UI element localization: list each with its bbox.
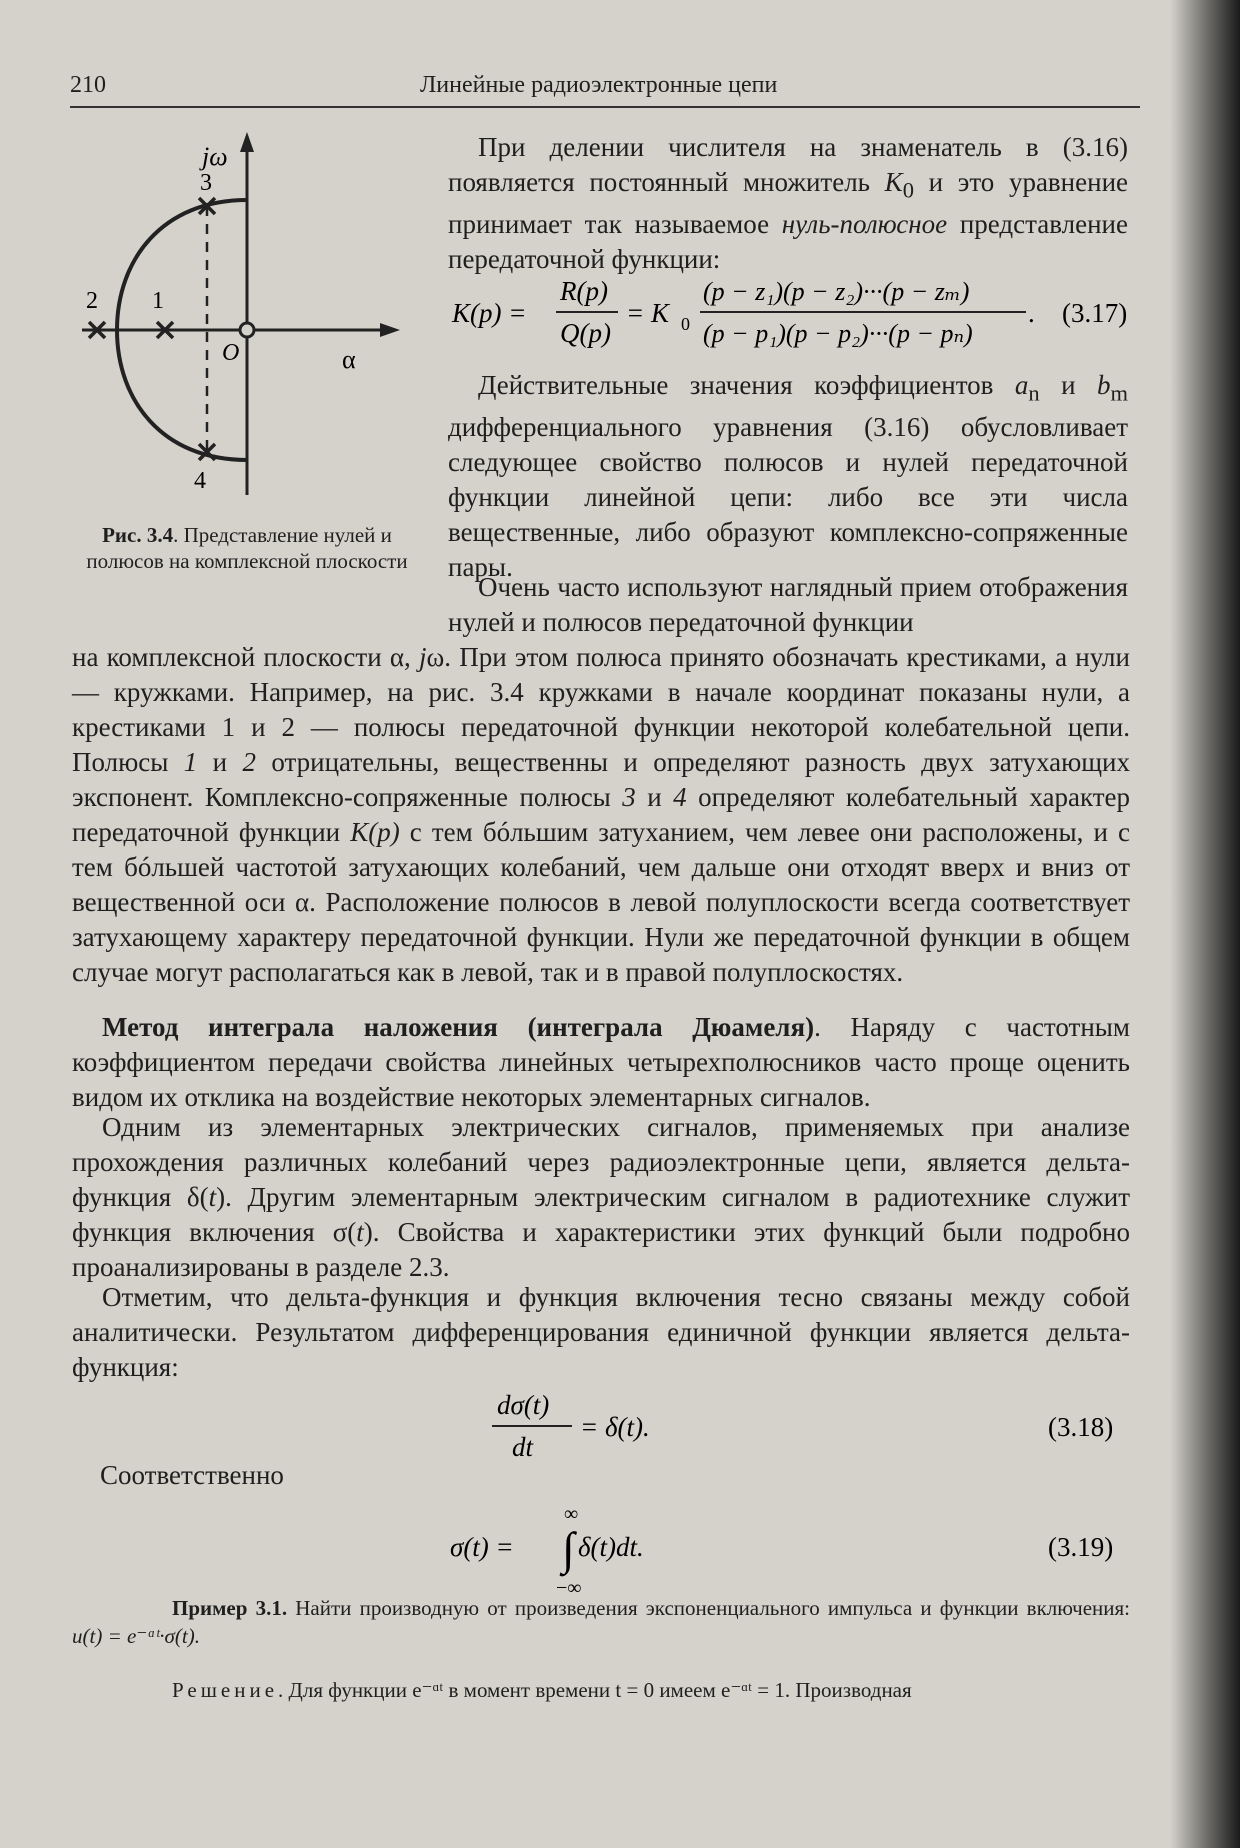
p5-text-c: ). Свойства и характеристики этих функций были подробно проанализированы в разделе 2.3. [72, 1217, 1131, 1282]
solution-label: Решение [172, 1678, 279, 1702]
equation-3-18 [72, 1384, 1132, 1464]
equation-3-18-svg [72, 1384, 1132, 1464]
zero-circle-icon [240, 323, 254, 337]
eq317-den1: Q(p) [560, 318, 611, 348]
example-text: Найти производную от произведения экспоненциального импульса и функции включения: [287, 1596, 1130, 1620]
pole-label-1: 1 [152, 288, 164, 314]
equation-3-17-svg [448, 276, 1138, 350]
eq317-tail: . [1028, 298, 1035, 328]
imag-axis-label: jω [202, 142, 228, 171]
paragraph-4 [72, 1010, 1130, 1115]
p3-text-b4: отрицательны, вещественны и определяют разность двух затухающих экспонент. Комплексно-сопряженные полюсы [72, 747, 1131, 812]
example-label: Пример 3.1. [172, 1596, 288, 1620]
paragraph-1 [448, 130, 1128, 277]
p3-text-b2: ω. При этом полюса принято обозначать крестиками, а нули — кружками. Например, на рис. 3.4 кружками в начале координат показаны нули, а крестиками 1 и 2 — полюсы передаточной функции некоторой колебательной цепи. Полюсы [72, 642, 1130, 777]
p5-text-a: Одним из элементарных электрических сигналов, применяемых при анализе прохождения различных колебаний через радиоэлектронные цепи, является дельта-функция δ( [72, 1112, 1130, 1212]
eq317-sub0: 0 [681, 314, 690, 334]
p2-text-b: и [1039, 370, 1097, 400]
p3-i2: 2 [242, 747, 256, 777]
solution-text [172, 1676, 1132, 1704]
p3-text-b6: определяют колебательный характер передаточной функции [72, 782, 1130, 847]
p4-heading: Метод интеграла наложения (интеграла Дюамеля) [102, 1012, 815, 1042]
real-axis-label: α [342, 345, 356, 374]
p2-text-c: дифференциального уравнения (3.16) обусловливает следующее свойство полюсов и нулей передаточной функции линейной цепи: либо все эти числа вещественные, либо образуют комплексно-сопряженные пары. [448, 412, 1128, 583]
page-edge-shadow [1170, 0, 1240, 1848]
p1-emph: нуль-полюсное [781, 209, 948, 240]
eq317-label: (3.17) [1062, 298, 1128, 328]
figure-caption [72, 522, 422, 574]
eq318-num: dσ(t) [497, 1390, 550, 1420]
p3-i4: 4 [673, 782, 687, 812]
eq319-upper: ∞ [564, 1503, 579, 1525]
p2-bm-sub: m [1110, 380, 1128, 406]
eq317-den2: (p − p₁)(p − p₂)···(p − pₙ) [703, 319, 973, 348]
pole-zero-diagram [72, 130, 422, 515]
eq317-num1: R(p) [560, 276, 608, 306]
origin-label: O [222, 340, 240, 366]
page-number: 210 [70, 72, 106, 98]
real-axis-arrow-icon [380, 323, 400, 337]
paragraph-5 [72, 1110, 1130, 1285]
equation-3-17 [448, 276, 1138, 350]
paragraph-3-continued [72, 640, 1130, 990]
p1-text-b: и это уравнение принимает так называемое [448, 167, 1128, 240]
eq317-num2: (p − z₁)(p − z₂)···(p − zₘ) [703, 277, 970, 306]
p2-an-sub: n [1028, 380, 1040, 406]
p3-jw: j [419, 642, 427, 672]
eq317-lhs: K(p) = [452, 298, 527, 328]
running-title: Линейные радиоэлектронные цепи [420, 72, 778, 98]
pole-label-3: 3 [200, 170, 212, 196]
correspondingly-text: Соответственно [100, 1460, 284, 1490]
p5-t1: t [208, 1182, 217, 1212]
pole-label-2: 2 [86, 288, 98, 314]
eq317-eq: = K [626, 298, 669, 328]
eq319-integral: ∫ [562, 1523, 575, 1574]
p4-text: . Наряду с частотным коэффициентом передачи свойства линейных четырехполюсников часто проще оценить видом их отклика на воздействие некоторых элементарных сигналов. [72, 1012, 1130, 1112]
eq319-lower: −∞ [556, 1577, 582, 1598]
pole-label-4: 4 [194, 468, 206, 494]
eq319-label: (3.19) [1048, 1532, 1114, 1562]
equation-3-19-svg [72, 1498, 1132, 1598]
eq319-integrand: δ(t)dt. [578, 1532, 644, 1562]
p3-i1: 1 [183, 747, 198, 777]
equation-3-19 [72, 1498, 1132, 1598]
p1-k0-sub: 0 [902, 177, 914, 203]
example-formula: u(t) = e⁻ᵅᵗ·σ(t). [72, 1624, 200, 1648]
p1-k0: K [884, 167, 903, 197]
p5-t2: t [356, 1217, 364, 1247]
eq318-den: dt [512, 1432, 534, 1462]
eq318-rhs: = δ(t). [580, 1412, 650, 1442]
figure-caption-text: . Представление нулей и полюсов на комплексной плоскости [86, 523, 408, 573]
solution-body: . Для функции e⁻ᵅᵗ в момент времени t = 0 имеем e⁻ᵅᵗ = 1. Производная [278, 1678, 912, 1702]
p2-text-a: Действительные значения коэффициентов [478, 370, 1015, 400]
p3-text-b1: на комплексной плоскости α, [72, 642, 419, 672]
p3-text-b7: с тем бóльшим затуханием, чем левее они расположены, и с тем бóльшей частотой затухающих колебаний, чем дальше они отходят вверх и вниз от вещественной оси α. Расположение полюсов в левой полуплоскости всегда соответствует затухающему характеру передаточной функции. Нули же передаточной функции в общем случае могут располагаться как в левой, так и в правой полуплоскостях. [72, 817, 1130, 987]
eq318-label: (3.18) [1048, 1412, 1114, 1442]
page-header [70, 72, 1140, 108]
example-3-1 [72, 1594, 1130, 1650]
paragraph-2 [448, 368, 1128, 585]
p3-text-b5: и [635, 782, 674, 812]
p3-i3: 3 [622, 782, 636, 812]
p2-bm: b [1096, 370, 1111, 400]
p3-text-b3: и [197, 747, 243, 777]
figure-3-4 [72, 130, 422, 610]
p2-an: a [1014, 370, 1029, 400]
p1-text-c: представление передаточной функции: [448, 209, 1128, 275]
eq319-lhs: σ(t) = [450, 1532, 514, 1562]
p1-text-a: При делении числителя на знаменатель в (3.16) появляется постоянный множитель [448, 132, 1128, 197]
p5-text-b: ). Другим элементарным электрическим сигналом в радиотехнике служит функция включения σ( [72, 1182, 1131, 1247]
imag-axis-arrow-icon [240, 132, 254, 152]
paragraph-3-start: Очень часто используют наглядный прием отображения нулей и полюсов передаточной функции [448, 572, 1128, 637]
p3-kp: K(p) [350, 817, 400, 847]
figure-caption-label: Рис. 3.4 [102, 523, 174, 547]
paragraph-6: Отметим, что дельта-функция и функция включения тесно связаны между собой аналитически. Результатом дифференцирования единичной функции является дельта-функция: [72, 1282, 1130, 1382]
